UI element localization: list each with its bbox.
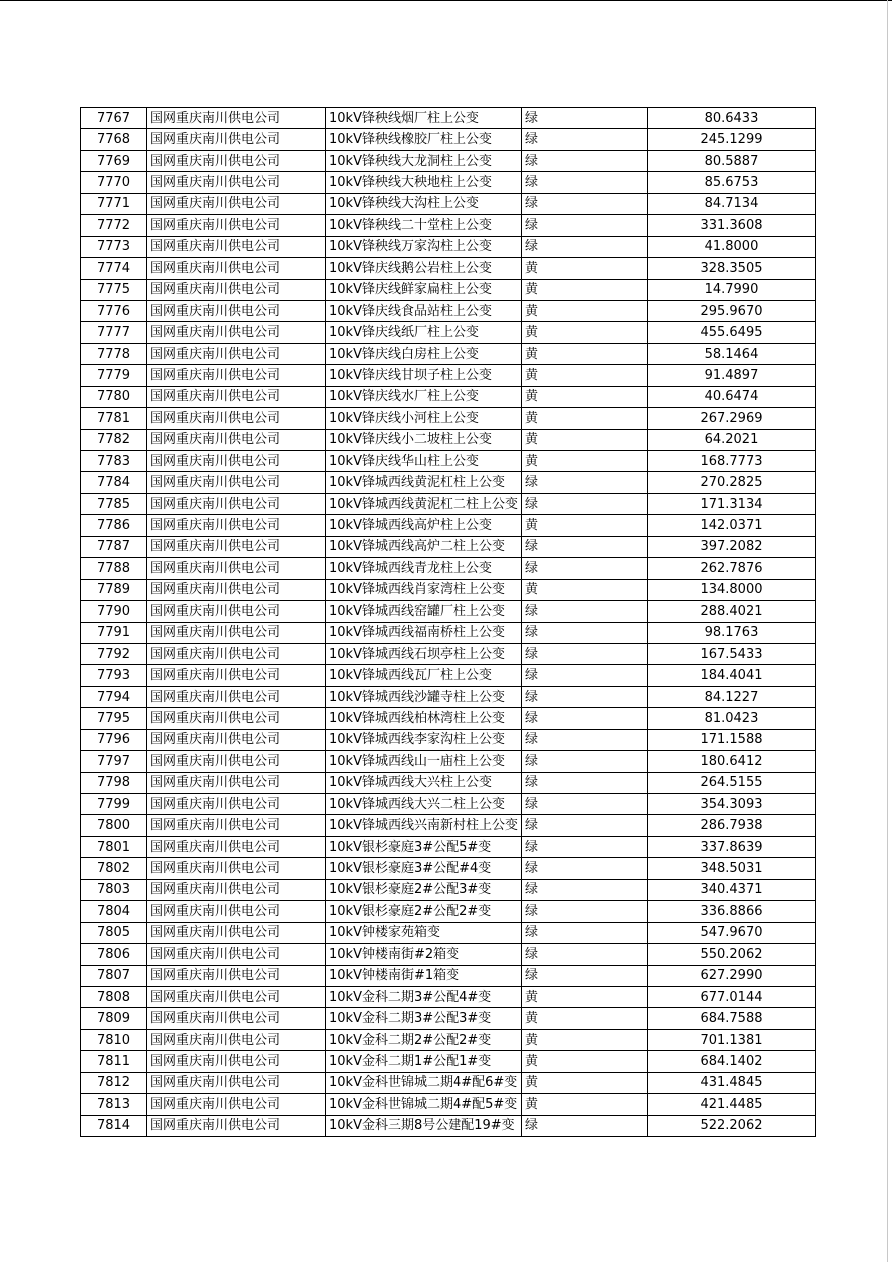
status-cell: 绿 bbox=[521, 493, 647, 514]
row-id-cell: 7779 bbox=[81, 365, 147, 386]
table-row bbox=[81, 686, 816, 707]
transformer-name-cell: 10kV银杉豪庭3#公配#4变 bbox=[326, 858, 522, 879]
row-id-cell: 7769 bbox=[81, 150, 147, 171]
company-cell: 国网重庆南川供电公司 bbox=[147, 836, 326, 857]
company-cell: 国网重庆南川供电公司 bbox=[147, 300, 326, 321]
row-id-cell: 7781 bbox=[81, 408, 147, 429]
status-cell: 绿 bbox=[521, 536, 647, 557]
value-cell: 91.4897 bbox=[647, 365, 815, 386]
company-cell: 国网重庆南川供电公司 bbox=[147, 643, 326, 664]
company-cell: 国网重庆南川供电公司 bbox=[147, 193, 326, 214]
transformer-name-cell: 10kV金科世锦城二期4#配5#变 bbox=[326, 1094, 522, 1115]
transformer-name-cell: 10kV锋城西线窑罐厂柱上公变 bbox=[326, 601, 522, 622]
row-id-cell: 7801 bbox=[81, 836, 147, 857]
table-row bbox=[81, 193, 816, 214]
status-cell: 绿 bbox=[521, 643, 647, 664]
row-id-cell: 7782 bbox=[81, 429, 147, 450]
value-cell: 14.7990 bbox=[647, 279, 815, 300]
table-row bbox=[81, 172, 816, 193]
row-id-cell: 7774 bbox=[81, 258, 147, 279]
transformer-name-cell: 10kV锋秧线大龙洞柱上公变 bbox=[326, 150, 522, 171]
value-cell: 295.9670 bbox=[647, 300, 815, 321]
status-cell: 黄 bbox=[521, 1008, 647, 1029]
table-row bbox=[81, 986, 816, 1007]
value-cell: 336.8866 bbox=[647, 901, 815, 922]
table-row bbox=[81, 836, 816, 857]
table-body bbox=[81, 108, 816, 1137]
company-cell: 国网重庆南川供电公司 bbox=[147, 343, 326, 364]
status-cell: 黄 bbox=[521, 279, 647, 300]
status-cell: 黄 bbox=[521, 386, 647, 407]
value-cell: 81.0423 bbox=[647, 708, 815, 729]
table-row bbox=[81, 515, 816, 536]
company-cell: 国网重庆南川供电公司 bbox=[147, 965, 326, 986]
company-cell: 国网重庆南川供电公司 bbox=[147, 922, 326, 943]
status-cell: 黄 bbox=[521, 1072, 647, 1093]
transformer-name-cell: 10kV银杉豪庭2#公配3#变 bbox=[326, 879, 522, 900]
status-cell: 绿 bbox=[521, 622, 647, 643]
table-row bbox=[81, 150, 816, 171]
row-id-cell: 7796 bbox=[81, 729, 147, 750]
company-cell: 国网重庆南川供电公司 bbox=[147, 815, 326, 836]
table-row bbox=[81, 965, 816, 986]
status-cell: 绿 bbox=[521, 215, 647, 236]
value-cell: 677.0144 bbox=[647, 986, 815, 1007]
row-id-cell: 7790 bbox=[81, 601, 147, 622]
row-id-cell: 7787 bbox=[81, 536, 147, 557]
transformer-name-cell: 10kV锋秧线大沟柱上公变 bbox=[326, 193, 522, 214]
company-cell: 国网重庆南川供电公司 bbox=[147, 794, 326, 815]
transformer-name-cell: 10kV锋城西线高炉二柱上公变 bbox=[326, 536, 522, 557]
status-cell: 绿 bbox=[521, 558, 647, 579]
company-cell: 国网重庆南川供电公司 bbox=[147, 622, 326, 643]
value-cell: 431.4845 bbox=[647, 1072, 815, 1093]
status-cell: 黄 bbox=[521, 322, 647, 343]
row-id-cell: 7806 bbox=[81, 944, 147, 965]
row-id-cell: 7797 bbox=[81, 751, 147, 772]
value-cell: 547.9670 bbox=[647, 922, 815, 943]
value-cell: 337.8639 bbox=[647, 836, 815, 857]
table-row bbox=[81, 708, 816, 729]
value-cell: 98.1763 bbox=[647, 622, 815, 643]
company-cell: 国网重庆南川供电公司 bbox=[147, 558, 326, 579]
transformer-name-cell: 10kV锋城西线沙罐寺柱上公变 bbox=[326, 686, 522, 707]
table-row bbox=[81, 451, 816, 472]
status-cell: 绿 bbox=[521, 901, 647, 922]
transformer-name-cell: 10kV金科二期3#公配4#变 bbox=[326, 986, 522, 1007]
row-id-cell: 7768 bbox=[81, 129, 147, 150]
value-cell: 270.2825 bbox=[647, 472, 815, 493]
status-cell: 绿 bbox=[521, 944, 647, 965]
company-cell: 国网重庆南川供电公司 bbox=[147, 108, 326, 129]
table-row bbox=[81, 922, 816, 943]
company-cell: 国网重庆南川供电公司 bbox=[147, 772, 326, 793]
value-cell: 397.2082 bbox=[647, 536, 815, 557]
table-row bbox=[81, 493, 816, 514]
value-cell: 168.7773 bbox=[647, 451, 815, 472]
status-cell: 绿 bbox=[521, 965, 647, 986]
table-row bbox=[81, 365, 816, 386]
table-row bbox=[81, 643, 816, 664]
value-cell: 84.1227 bbox=[647, 686, 815, 707]
row-id-cell: 7783 bbox=[81, 451, 147, 472]
transformer-name-cell: 10kV锋庆线鲜家扁柱上公变 bbox=[326, 279, 522, 300]
row-id-cell: 7772 bbox=[81, 215, 147, 236]
value-cell: 522.2062 bbox=[647, 1115, 815, 1136]
transformer-name-cell: 10kV金科世锦城二期4#配6#变 bbox=[326, 1072, 522, 1093]
transformer-name-cell: 10kV锋秧线大秧地柱上公变 bbox=[326, 172, 522, 193]
company-cell: 国网重庆南川供电公司 bbox=[147, 236, 326, 257]
status-cell: 黄 bbox=[521, 1051, 647, 1072]
company-cell: 国网重庆南川供电公司 bbox=[147, 472, 326, 493]
row-id-cell: 7780 bbox=[81, 386, 147, 407]
value-cell: 264.5155 bbox=[647, 772, 815, 793]
value-cell: 328.3505 bbox=[647, 258, 815, 279]
value-cell: 455.6495 bbox=[647, 322, 815, 343]
row-id-cell: 7802 bbox=[81, 858, 147, 879]
table-row bbox=[81, 1029, 816, 1050]
value-cell: 354.3093 bbox=[647, 794, 815, 815]
transformer-name-cell: 10kV钟楼南街#1箱变 bbox=[326, 965, 522, 986]
company-cell: 国网重庆南川供电公司 bbox=[147, 365, 326, 386]
company-cell: 国网重庆南川供电公司 bbox=[147, 879, 326, 900]
value-cell: 288.4021 bbox=[647, 601, 815, 622]
table-row bbox=[81, 815, 816, 836]
table-row bbox=[81, 429, 816, 450]
transformer-name-cell: 10kV锋庆线白房柱上公变 bbox=[326, 343, 522, 364]
row-id-cell: 7808 bbox=[81, 986, 147, 1007]
row-id-cell: 7810 bbox=[81, 1029, 147, 1050]
value-cell: 331.3608 bbox=[647, 215, 815, 236]
row-id-cell: 7794 bbox=[81, 686, 147, 707]
row-id-cell: 7777 bbox=[81, 322, 147, 343]
row-id-cell: 7798 bbox=[81, 772, 147, 793]
company-cell: 国网重庆南川供电公司 bbox=[147, 708, 326, 729]
table-row bbox=[81, 108, 816, 129]
table-row bbox=[81, 1115, 816, 1136]
transformer-name-cell: 10kV锋城西线黄泥杠二柱上公变 bbox=[326, 493, 522, 514]
transformer-name-cell: 10kV锋城西线山一庙柱上公变 bbox=[326, 751, 522, 772]
row-id-cell: 7778 bbox=[81, 343, 147, 364]
company-cell: 国网重庆南川供电公司 bbox=[147, 665, 326, 686]
table-row bbox=[81, 258, 816, 279]
value-cell: 84.7134 bbox=[647, 193, 815, 214]
value-cell: 40.6474 bbox=[647, 386, 815, 407]
row-id-cell: 7805 bbox=[81, 922, 147, 943]
transformer-name-cell: 10kV锋城西线肖家湾柱上公变 bbox=[326, 579, 522, 600]
status-cell: 黄 bbox=[521, 258, 647, 279]
company-cell: 国网重庆南川供电公司 bbox=[147, 258, 326, 279]
row-id-cell: 7791 bbox=[81, 622, 147, 643]
transformer-name-cell: 10kV银杉豪庭3#公配5#变 bbox=[326, 836, 522, 857]
company-cell: 国网重庆南川供电公司 bbox=[147, 729, 326, 750]
transformer-name-cell: 10kV锋秧线烟厂柱上公变 bbox=[326, 108, 522, 129]
value-cell: 85.6753 bbox=[647, 172, 815, 193]
status-cell: 黄 bbox=[521, 343, 647, 364]
company-cell: 国网重庆南川供电公司 bbox=[147, 1072, 326, 1093]
transformer-name-cell: 10kV钟楼南街#2箱变 bbox=[326, 944, 522, 965]
value-cell: 167.5433 bbox=[647, 643, 815, 664]
transformer-name-cell: 10kV锋庆线水厂柱上公变 bbox=[326, 386, 522, 407]
transformer-name-cell: 10kV锋城西线瓦厂柱上公变 bbox=[326, 665, 522, 686]
value-cell: 171.1588 bbox=[647, 729, 815, 750]
status-cell: 黄 bbox=[521, 429, 647, 450]
value-cell: 550.2062 bbox=[647, 944, 815, 965]
status-cell: 绿 bbox=[521, 236, 647, 257]
row-id-cell: 7784 bbox=[81, 472, 147, 493]
transformer-name-cell: 10kV锋城西线李家沟柱上公变 bbox=[326, 729, 522, 750]
status-cell: 绿 bbox=[521, 172, 647, 193]
transformer-name-cell: 10kV锋庆线华山柱上公变 bbox=[326, 451, 522, 472]
value-cell: 80.6433 bbox=[647, 108, 815, 129]
company-cell: 国网重庆南川供电公司 bbox=[147, 493, 326, 514]
status-cell: 黄 bbox=[521, 1094, 647, 1115]
company-cell: 国网重庆南川供电公司 bbox=[147, 515, 326, 536]
table-row bbox=[81, 1008, 816, 1029]
table-row bbox=[81, 1094, 816, 1115]
table-row bbox=[81, 1072, 816, 1093]
status-cell: 绿 bbox=[521, 129, 647, 150]
status-cell: 绿 bbox=[521, 108, 647, 129]
transformer-name-cell: 10kV锋城西线兴南新村柱上公变 bbox=[326, 815, 522, 836]
company-cell: 国网重庆南川供电公司 bbox=[147, 1094, 326, 1115]
row-id-cell: 7814 bbox=[81, 1115, 147, 1136]
status-cell: 黄 bbox=[521, 986, 647, 1007]
company-cell: 国网重庆南川供电公司 bbox=[147, 601, 326, 622]
row-id-cell: 7788 bbox=[81, 558, 147, 579]
company-cell: 国网重庆南川供电公司 bbox=[147, 1008, 326, 1029]
value-cell: 184.4041 bbox=[647, 665, 815, 686]
company-cell: 国网重庆南川供电公司 bbox=[147, 279, 326, 300]
table-row bbox=[81, 236, 816, 257]
transformer-name-cell: 10kV锋城西线福南桥柱上公变 bbox=[326, 622, 522, 643]
status-cell: 绿 bbox=[521, 150, 647, 171]
value-cell: 80.5887 bbox=[647, 150, 815, 171]
table-row bbox=[81, 279, 816, 300]
value-cell: 421.4485 bbox=[647, 1094, 815, 1115]
status-cell: 绿 bbox=[521, 472, 647, 493]
transformer-name-cell: 10kV金科二期3#公配3#变 bbox=[326, 1008, 522, 1029]
status-cell: 绿 bbox=[521, 1115, 647, 1136]
value-cell: 171.3134 bbox=[647, 493, 815, 514]
status-cell: 绿 bbox=[521, 729, 647, 750]
status-cell: 绿 bbox=[521, 858, 647, 879]
status-cell: 绿 bbox=[521, 879, 647, 900]
transformer-name-cell: 10kV锋庆线鹅公岩柱上公变 bbox=[326, 258, 522, 279]
company-cell: 国网重庆南川供电公司 bbox=[147, 429, 326, 450]
company-cell: 国网重庆南川供电公司 bbox=[147, 858, 326, 879]
table-row bbox=[81, 322, 816, 343]
table-row bbox=[81, 558, 816, 579]
transformer-name-cell: 10kV锋城西线石坝亭柱上公变 bbox=[326, 643, 522, 664]
row-id-cell: 7812 bbox=[81, 1072, 147, 1093]
table-row bbox=[81, 772, 816, 793]
transformer-name-cell: 10kV锋城西线黄泥杠柱上公变 bbox=[326, 472, 522, 493]
transformer-name-cell: 10kV锋秧线橡胶厂柱上公变 bbox=[326, 129, 522, 150]
table-row bbox=[81, 901, 816, 922]
value-cell: 684.1402 bbox=[647, 1051, 815, 1072]
row-id-cell: 7811 bbox=[81, 1051, 147, 1072]
value-cell: 267.2969 bbox=[647, 408, 815, 429]
value-cell: 142.0371 bbox=[647, 515, 815, 536]
value-cell: 180.6412 bbox=[647, 751, 815, 772]
row-id-cell: 7786 bbox=[81, 515, 147, 536]
transformer-name-cell: 10kV锋城西线青龙柱上公变 bbox=[326, 558, 522, 579]
row-id-cell: 7789 bbox=[81, 579, 147, 600]
company-cell: 国网重庆南川供电公司 bbox=[147, 1115, 326, 1136]
table-row bbox=[81, 129, 816, 150]
status-cell: 黄 bbox=[521, 365, 647, 386]
table-row bbox=[81, 472, 816, 493]
transformer-name-cell: 10kV锋秧线万家沟柱上公变 bbox=[326, 236, 522, 257]
table-row bbox=[81, 879, 816, 900]
status-cell: 绿 bbox=[521, 836, 647, 857]
company-cell: 国网重庆南川供电公司 bbox=[147, 322, 326, 343]
company-cell: 国网重庆南川供电公司 bbox=[147, 150, 326, 171]
table-row bbox=[81, 751, 816, 772]
row-id-cell: 7771 bbox=[81, 193, 147, 214]
company-cell: 国网重庆南川供电公司 bbox=[147, 901, 326, 922]
value-cell: 64.2021 bbox=[647, 429, 815, 450]
company-cell: 国网重庆南川供电公司 bbox=[147, 536, 326, 557]
transformer-name-cell: 10kV锋城西线高炉柱上公变 bbox=[326, 515, 522, 536]
transformer-name-cell: 10kV金科三期8号公建配19#变 bbox=[326, 1115, 522, 1136]
table-row bbox=[81, 300, 816, 321]
page-right-border bbox=[887, 0, 888, 1262]
table-row bbox=[81, 622, 816, 643]
value-cell: 627.2990 bbox=[647, 965, 815, 986]
transformer-name-cell: 10kV锋庆线小河柱上公变 bbox=[326, 408, 522, 429]
company-cell: 国网重庆南川供电公司 bbox=[147, 751, 326, 772]
table-row bbox=[81, 343, 816, 364]
transformer-name-cell: 10kV锋庆线纸厂柱上公变 bbox=[326, 322, 522, 343]
table-row bbox=[81, 729, 816, 750]
value-cell: 701.1381 bbox=[647, 1029, 815, 1050]
status-cell: 绿 bbox=[521, 922, 647, 943]
value-cell: 41.8000 bbox=[647, 236, 815, 257]
company-cell: 国网重庆南川供电公司 bbox=[147, 579, 326, 600]
status-cell: 绿 bbox=[521, 686, 647, 707]
row-id-cell: 7770 bbox=[81, 172, 147, 193]
row-id-cell: 7813 bbox=[81, 1094, 147, 1115]
company-cell: 国网重庆南川供电公司 bbox=[147, 1029, 326, 1050]
company-cell: 国网重庆南川供电公司 bbox=[147, 129, 326, 150]
table-row bbox=[81, 536, 816, 557]
status-cell: 绿 bbox=[521, 193, 647, 214]
value-cell: 340.4371 bbox=[647, 879, 815, 900]
row-id-cell: 7792 bbox=[81, 643, 147, 664]
status-cell: 绿 bbox=[521, 751, 647, 772]
company-cell: 国网重庆南川供电公司 bbox=[147, 408, 326, 429]
row-id-cell: 7800 bbox=[81, 815, 147, 836]
status-cell: 黄 bbox=[521, 579, 647, 600]
company-cell: 国网重庆南川供电公司 bbox=[147, 686, 326, 707]
transformer-name-cell: 10kV锋庆线小二坡柱上公变 bbox=[326, 429, 522, 450]
row-id-cell: 7767 bbox=[81, 108, 147, 129]
table-row bbox=[81, 944, 816, 965]
row-id-cell: 7809 bbox=[81, 1008, 147, 1029]
value-cell: 134.8000 bbox=[647, 579, 815, 600]
row-id-cell: 7773 bbox=[81, 236, 147, 257]
status-cell: 绿 bbox=[521, 772, 647, 793]
transformer-name-cell: 10kV钟楼家苑箱变 bbox=[326, 922, 522, 943]
status-cell: 绿 bbox=[521, 665, 647, 686]
table-row bbox=[81, 215, 816, 236]
transformer-name-cell: 10kV金科二期1#公配1#变 bbox=[326, 1051, 522, 1072]
company-cell: 国网重庆南川供电公司 bbox=[147, 944, 326, 965]
table-row bbox=[81, 386, 816, 407]
value-cell: 348.5031 bbox=[647, 858, 815, 879]
page-top-border bbox=[0, 0, 892, 1]
status-cell: 黄 bbox=[521, 515, 647, 536]
row-id-cell: 7776 bbox=[81, 300, 147, 321]
table-row bbox=[81, 1051, 816, 1072]
table-row bbox=[81, 794, 816, 815]
status-cell: 黄 bbox=[521, 451, 647, 472]
status-cell: 绿 bbox=[521, 601, 647, 622]
transformer-name-cell: 10kV锋城西线大兴二柱上公变 bbox=[326, 794, 522, 815]
transformer-name-cell: 10kV锋秧线二十堂柱上公变 bbox=[326, 215, 522, 236]
company-cell: 国网重庆南川供电公司 bbox=[147, 215, 326, 236]
row-id-cell: 7807 bbox=[81, 965, 147, 986]
company-cell: 国网重庆南川供电公司 bbox=[147, 986, 326, 1007]
transformer-name-cell: 10kV锋庆线甘坝子柱上公变 bbox=[326, 365, 522, 386]
row-id-cell: 7799 bbox=[81, 794, 147, 815]
status-cell: 绿 bbox=[521, 794, 647, 815]
transformer-name-cell: 10kV银杉豪庭2#公配2#变 bbox=[326, 901, 522, 922]
row-id-cell: 7785 bbox=[81, 493, 147, 514]
value-cell: 245.1299 bbox=[647, 129, 815, 150]
company-cell: 国网重庆南川供电公司 bbox=[147, 386, 326, 407]
transformer-name-cell: 10kV锋城西线大兴柱上公变 bbox=[326, 772, 522, 793]
status-cell: 黄 bbox=[521, 408, 647, 429]
transformer-name-cell: 10kV锋城西线柏林湾柱上公变 bbox=[326, 708, 522, 729]
table-row bbox=[81, 601, 816, 622]
company-cell: 国网重庆南川供电公司 bbox=[147, 451, 326, 472]
company-cell: 国网重庆南川供电公司 bbox=[147, 1051, 326, 1072]
data-table bbox=[80, 107, 816, 1137]
row-id-cell: 7793 bbox=[81, 665, 147, 686]
value-cell: 684.7588 bbox=[647, 1008, 815, 1029]
value-cell: 58.1464 bbox=[647, 343, 815, 364]
table-row bbox=[81, 665, 816, 686]
table-row bbox=[81, 858, 816, 879]
status-cell: 绿 bbox=[521, 815, 647, 836]
status-cell: 黄 bbox=[521, 300, 647, 321]
table-row bbox=[81, 408, 816, 429]
status-cell: 黄 bbox=[521, 1029, 647, 1050]
row-id-cell: 7775 bbox=[81, 279, 147, 300]
transformer-name-cell: 10kV锋庆线食品站柱上公变 bbox=[326, 300, 522, 321]
row-id-cell: 7803 bbox=[81, 879, 147, 900]
company-cell: 国网重庆南川供电公司 bbox=[147, 172, 326, 193]
transformer-name-cell: 10kV金科二期2#公配2#变 bbox=[326, 1029, 522, 1050]
status-cell: 绿 bbox=[521, 708, 647, 729]
table-row bbox=[81, 579, 816, 600]
value-cell: 286.7938 bbox=[647, 815, 815, 836]
value-cell: 262.7876 bbox=[647, 558, 815, 579]
row-id-cell: 7804 bbox=[81, 901, 147, 922]
row-id-cell: 7795 bbox=[81, 708, 147, 729]
